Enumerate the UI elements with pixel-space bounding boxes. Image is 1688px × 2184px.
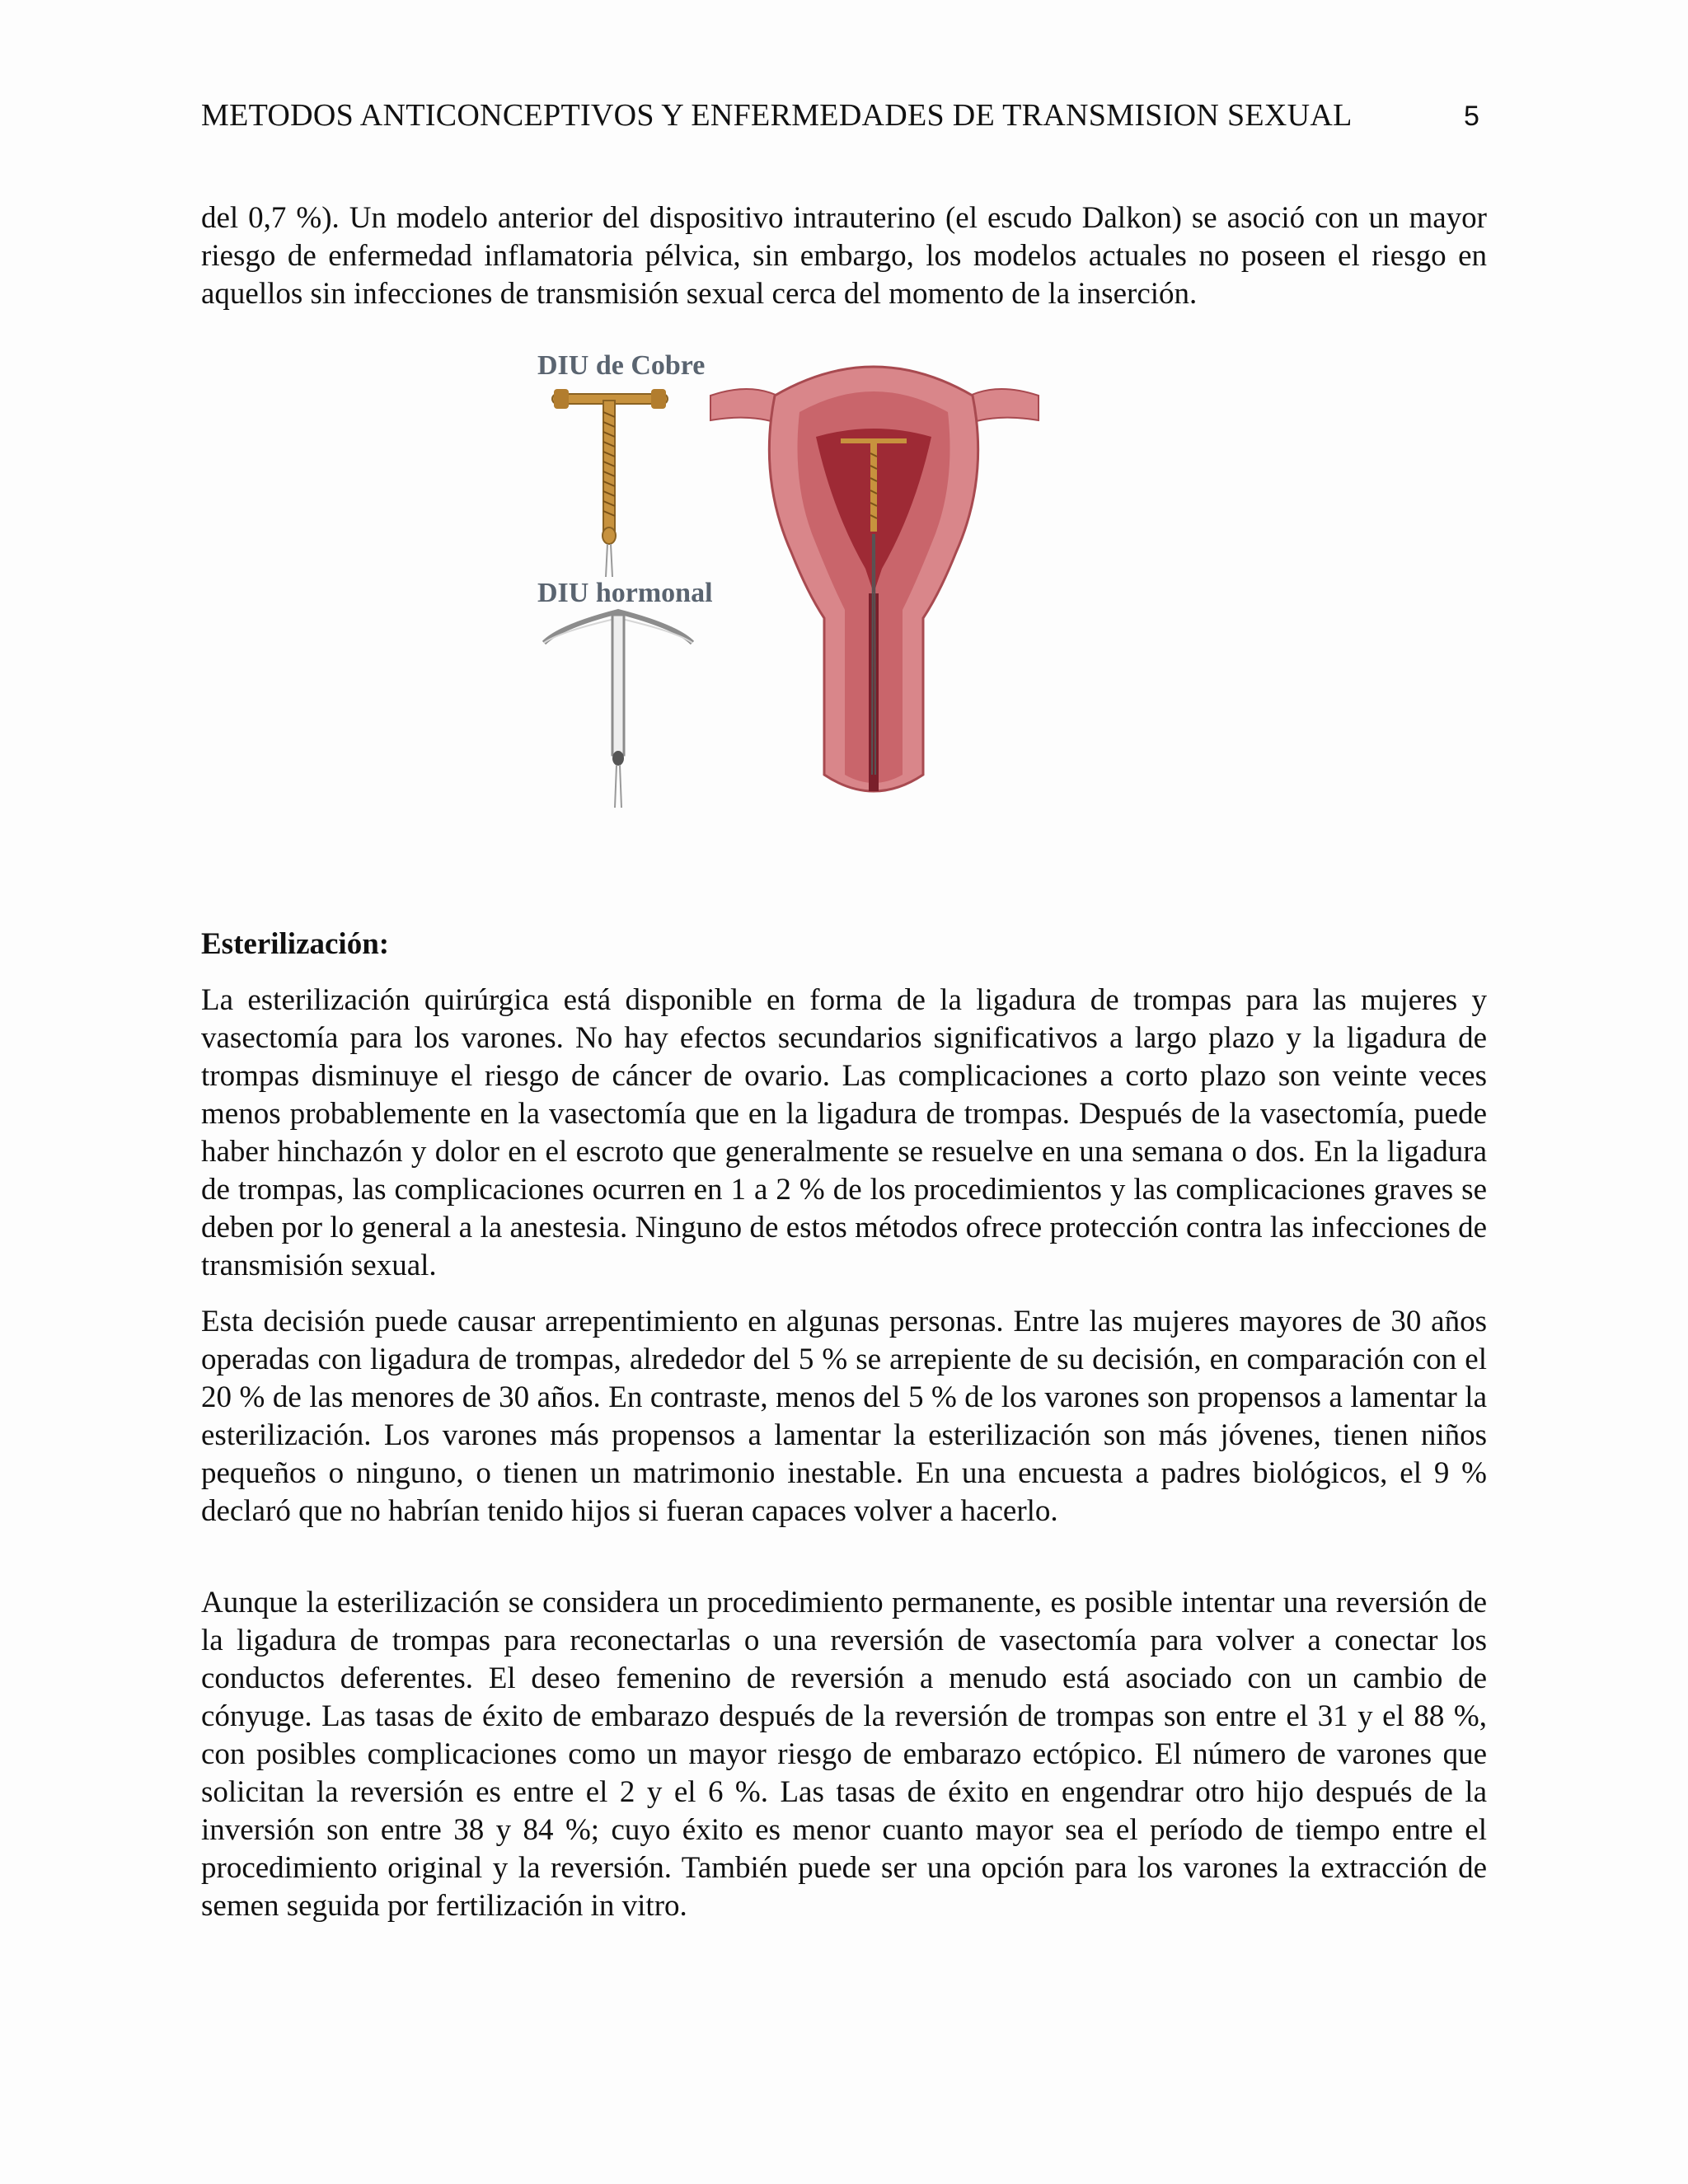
page-number: 5 [1464,101,1479,132]
iud-illustration [528,346,1055,824]
copper-iud-device [552,389,668,577]
section-heading-esterilizacion: Esterilización: [201,927,390,961]
label-hormonal-iud: DIU hormonal [537,578,713,608]
running-header-title: METODOS ANTICONCEPTIVOS Y ENFERMEDADES DE TRANSMISION SEXUAL [201,98,1353,133]
paragraph-esterilizacion-3: Aunque la esterilización se considera un procedimiento permanente, es posible intentar una reversión de la ligadura de trompas para reconectarlas o una reversión de vasectomía para volver a conectar los conductos deferentes. El deseo femenino de reversión a menudo está asociado con un cambio de cónyuge. Las tasas de éxito de embarazo después de la reversión de trompas son entre el 31 y el 88 %, con posibles complicaciones como un mayor riesgo de embarazo ectópico. El número de varones que solicitan la reversión es entre el 2 y el 6 %. Las tasas de éxito en engendrar otro hijo después de la inversión son entre 38 y 84 %; cuyo éxito es menor cuanto mayor sea el período de tiempo entre el procedimiento original y la reversión. También puede ser una opción para los varones la extracción de semen seguida por fertilización in vitro. [201,1586,1487,1923]
uterus-illustration [710,367,1039,791]
hormonal-iud-device [544,612,692,808]
paragraph-esterilizacion-2: Esta decisión puede causar arrepentimiento en algunas personas. Entre las mujeres mayores de 30 años operadas con ligadura de trompas, alrededor del 5 % se arrepiente de su decisión, en comparación con el 20 % de las menores de 30 años. En contraste, menos del 5 % de los varones son propensos a lamentar la esterilización. Los varones más propensos a lamentar la esterilización son más jóvenes, tienen niños pequeños o ninguno, o tienen un matrimonio inestable. En una encuesta a padres biológicos, el 9 % declaró que no habrían tenido hijos si fueran capaces volver a hacerlo. [201,1305,1487,1528]
paragraph-esterilizacion-1: La esterilización quirúrgica está disponible en forma de la ligadura de trompas para las mujeres y vasectomía para los varones. No hay efectos secundarios significativos a largo plazo y la ligadura de trompas disminuye el riesgo de cáncer de ovario. Las complicaciones a corto plazo son veinte veces menos probablemente en la vasectomía que en la ligadura de trompas. Después de la vasectomía, puede haber hinchazón y dolor en el escroto que generalmente se resuelve en una semana o dos. En la ligadura de trompas, las complicaciones ocurren en 1 a 2 % de los procedimientos y las complicaciones graves se deben por lo general a la anestesia. Ninguno de estos métodos ofrece protección contra las infecciones de transmisión sexual. [201,983,1487,1282]
label-copper-iud: DIU de Cobre [537,350,706,381]
iud-figure [528,346,1055,824]
intro-paragraph: del 0,7 %). Un modelo anterior del dispositivo intrauterino (el escudo Dalkon) se asoció con un mayor riesgo de enfermedad inflamatoria pélvica, sin embargo, los modelos actuales no poseen el riesgo en aquellos sin infecciones de transmisión sexual cerca del momento de la inserción. [201,201,1487,311]
